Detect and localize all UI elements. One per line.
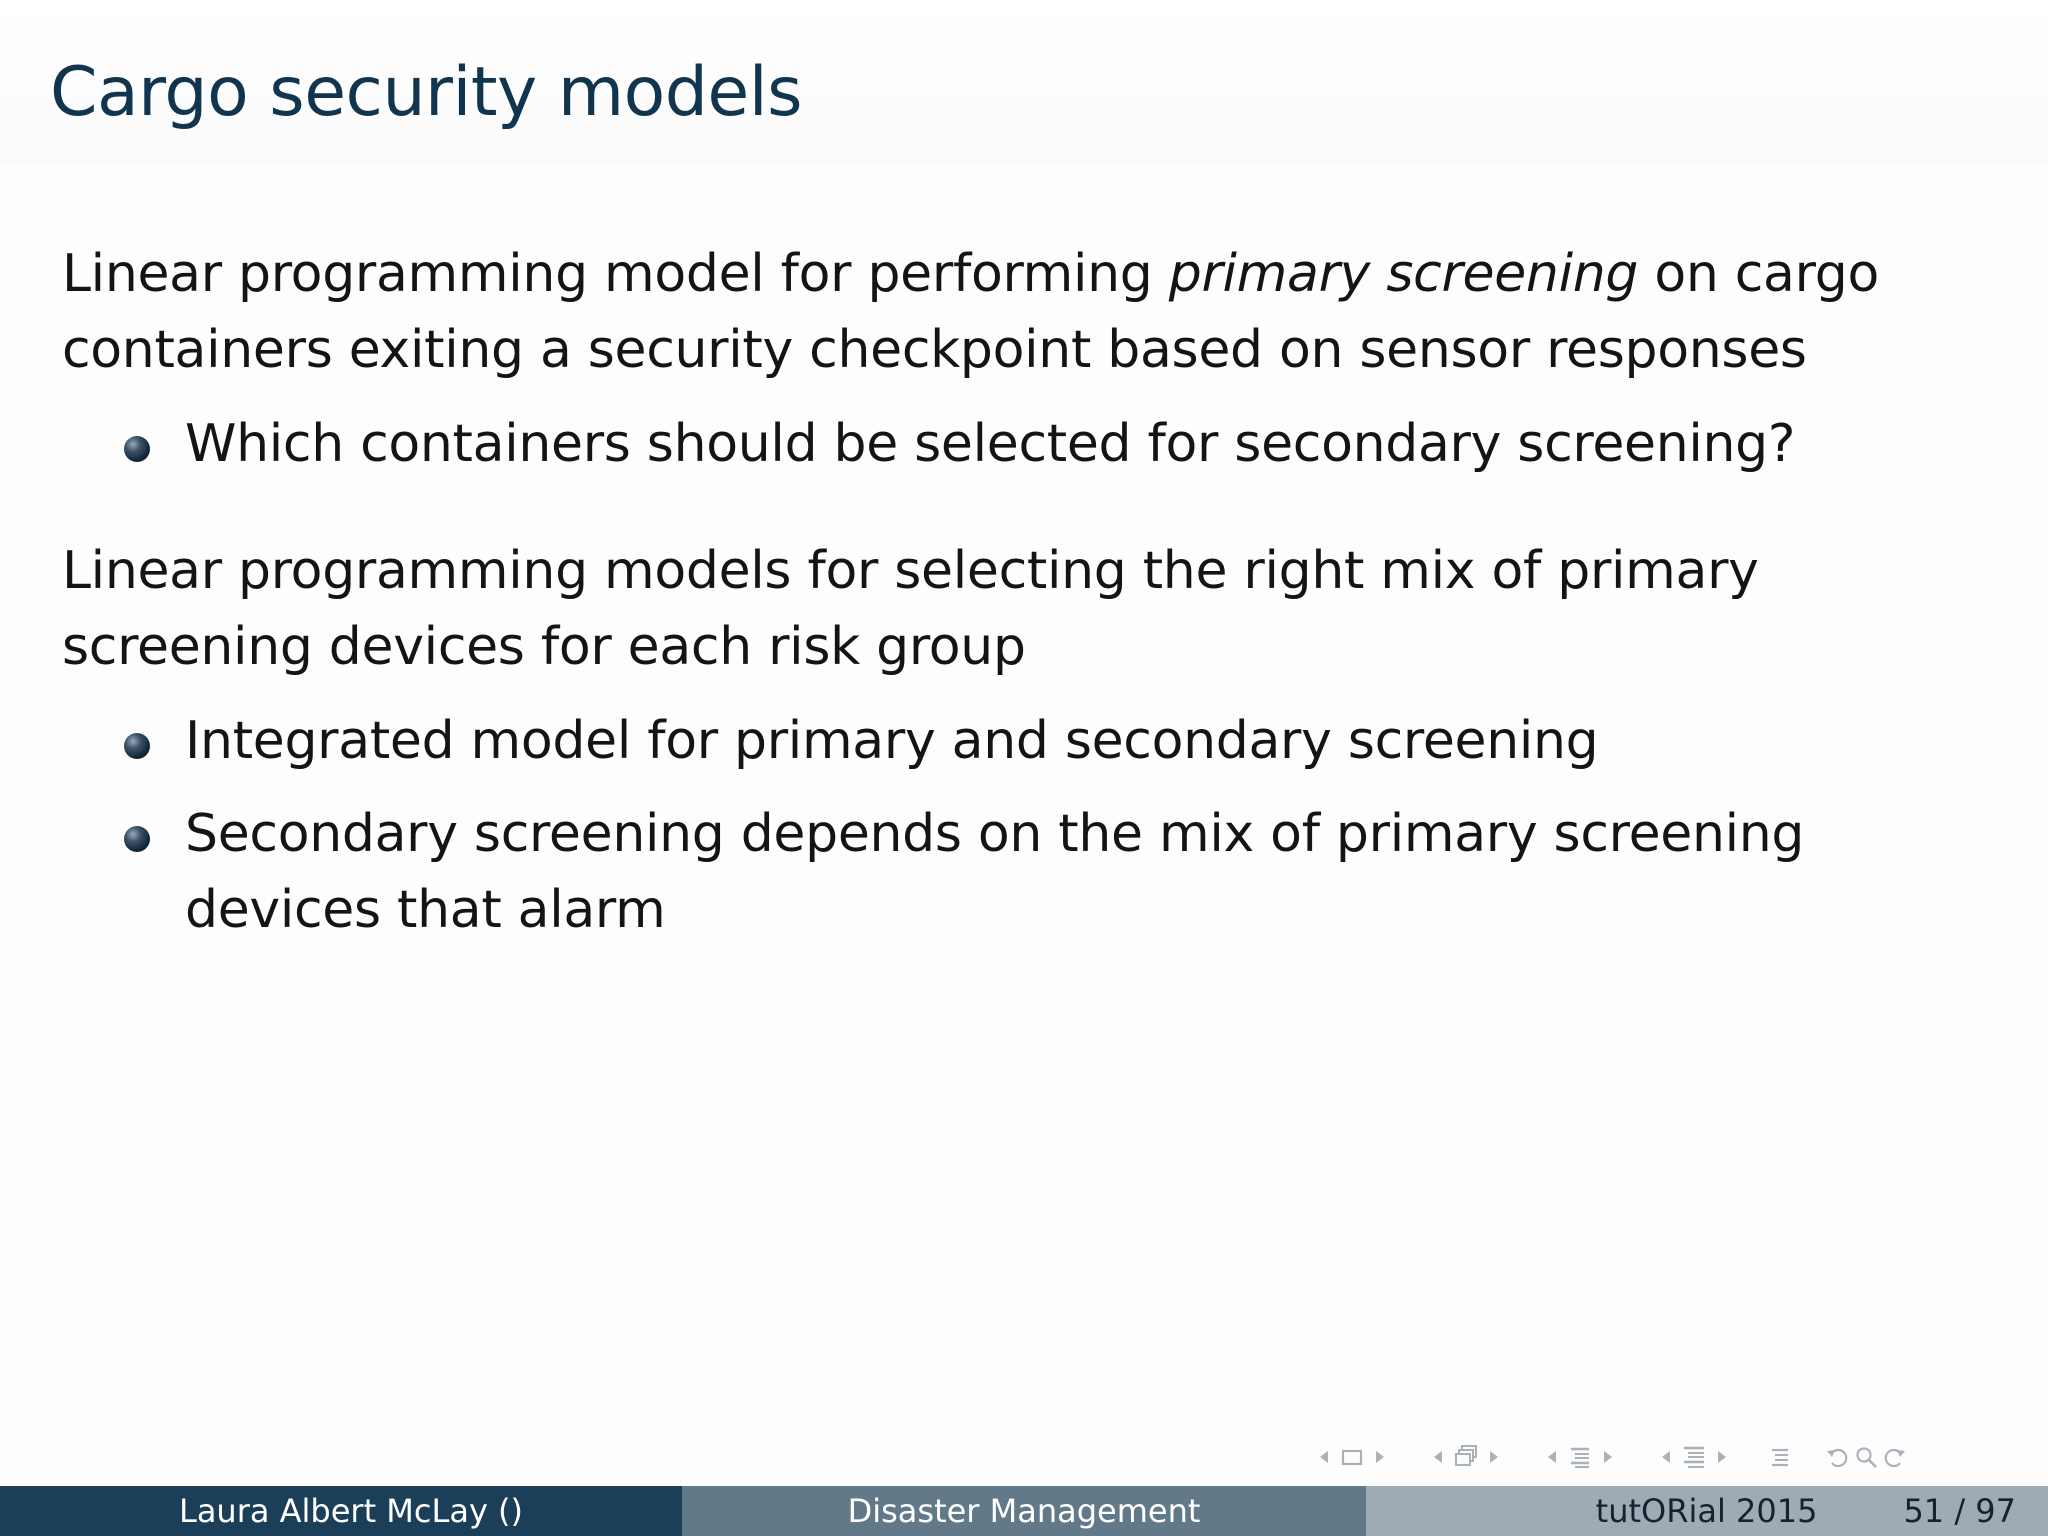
bullet-ball-icon [124, 733, 150, 759]
redo-icon[interactable] [1880, 1443, 1908, 1471]
navigation-bar [1310, 1440, 1938, 1474]
left-arrow-icon[interactable] [1424, 1443, 1452, 1471]
right-arrow-icon[interactable] [1708, 1443, 1736, 1471]
footer-author: Laura Albert McLay () [0, 1486, 682, 1536]
right-arrow-icon[interactable] [1480, 1443, 1508, 1471]
paragraph-text-after: on cargo containers exiting a security checkpoint based on sensor responses [62, 244, 1879, 380]
section-navigation [1538, 1443, 1622, 1471]
right-arrow-icon[interactable] [1366, 1443, 1394, 1471]
bullet-item [185, 406, 2005, 482]
bullet-text: Which containers should be selected for secondary screening? [185, 414, 1796, 474]
paragraph-primary-screening [62, 236, 1992, 388]
search-navigation [1824, 1443, 1908, 1471]
appendix-navigation [1766, 1443, 1794, 1471]
title-bar [0, 0, 2048, 165]
left-arrow-icon[interactable] [1310, 1443, 1338, 1471]
footer-title: Disaster Management [682, 1486, 1366, 1536]
section-icon[interactable] [1566, 1443, 1594, 1471]
footer-right [1366, 1486, 2048, 1536]
footer [0, 1486, 2048, 1536]
emphasis-primary-screening: primary screening [1168, 244, 1639, 304]
bullet-ball-icon [124, 436, 150, 462]
bullet-text: Secondary screening depends on the mix of primary screening devices that alarm [185, 804, 1805, 940]
bullet-item [185, 796, 2005, 948]
left-arrow-icon[interactable] [1538, 1443, 1566, 1471]
frame-navigation [1310, 1443, 1394, 1471]
subsection-navigation [1424, 1443, 1508, 1471]
bullet-text: Integrated model for primary and secondary screening [185, 711, 1599, 771]
outline-icon[interactable] [1680, 1443, 1708, 1471]
bullet-item [185, 703, 2005, 779]
paragraph-text-before: Linear programming model for performing [62, 244, 1169, 304]
appendix-icon[interactable] [1766, 1443, 1794, 1471]
frame-icon[interactable] [1338, 1443, 1366, 1471]
left-arrow-icon[interactable] [1652, 1443, 1680, 1471]
bullet-ball-icon [124, 826, 150, 852]
outline-navigation [1652, 1443, 1736, 1471]
slide-title: Cargo security models [50, 53, 803, 132]
subsection-icon[interactable] [1452, 1443, 1480, 1471]
paragraph-device-mix: Linear programming models for selecting the right mix of primary screening devices for each risk group [62, 541, 1759, 677]
undo-icon[interactable] [1824, 1443, 1852, 1471]
right-arrow-icon[interactable] [1594, 1443, 1622, 1471]
page-number: 51 / 97 [1903, 1492, 2016, 1530]
footer-event: tutORial 2015 [1595, 1492, 1818, 1530]
search-icon[interactable] [1852, 1443, 1880, 1471]
